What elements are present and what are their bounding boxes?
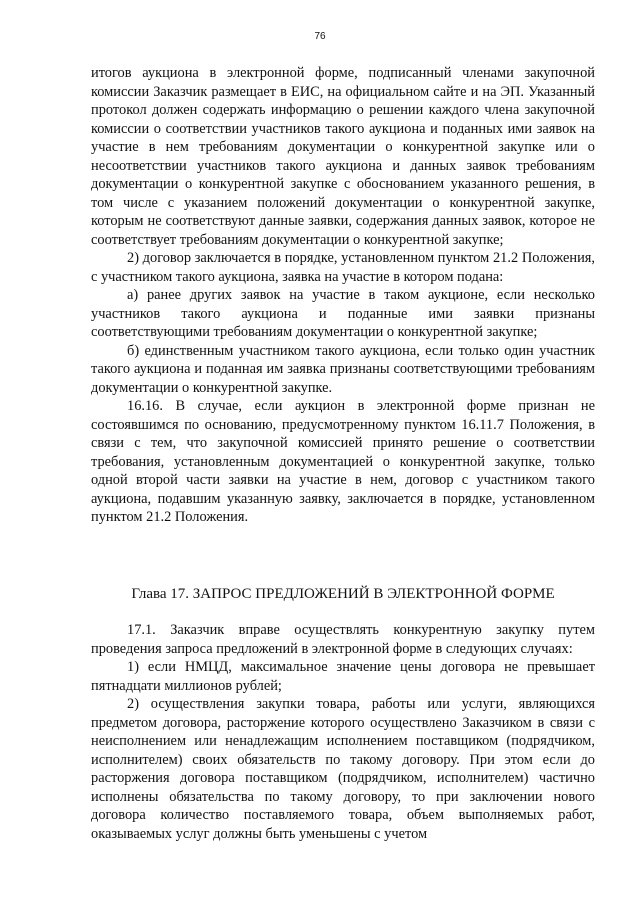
text-block-top — [91, 64, 595, 527]
paragraph: а) ранее других заявок на участие в таком аукционе, если несколько участников такого аукциона и поданные ими заявки признаны соответствующими требованиям документации о конкурентной закупке; — [91, 287, 595, 340]
text-block-bottom — [91, 621, 595, 843]
paragraph: 2) осуществления закупки товара, работы или услуги, являющихся предметом договора, расторжение которого осуществлено Заказчиком в связи с неисполнением или ненадлежащим исполнением поставщиком (подрядчиком, исполнителем) своих обязательств по такому договору. При этом если до расторжения договора поставщиком (подрядчиком, исполнителем) частично исполнены обязательства по такому договору, то при заключении нового договора количество поставляемого товара, объем выполняемых работ, оказываемых услуг должны быть уменьшены с учетом — [91, 696, 595, 842]
paragraph: итогов аукциона в электронной форме, подписанный членами закупочной комиссии Заказчик размещает в ЕИС, на официальном сайте и на ЭП. Указанный протокол должен содержать информацию о решении каждого члена закупочной комиссии о соответствии участников такого аукциона и поданных ими заявок на участие в нем требованиям документации о конкурентной закупке или о несоответствии участников такого аукциона и данных заявок требованиям документации о конкурентной закупке с обоснованием указанного решения, в том числе с указанием положений документации о конкурентной закупке, которым не соответствуют данные заявки, содержания данных заявок, которое не соответствует требованиям документации о конкурентной закупке; — [91, 65, 595, 248]
paragraph: 2) договор заключается в порядке, установленном пунктом 21.2 Положения, с участником такого аукциона, заявка на участие в котором подана: — [91, 250, 595, 285]
chapter-heading: Глава 17. ЗАПРОС ПРЕДЛОЖЕНИЙ В ЭЛЕКТРОННОЙ ФОРМЕ — [131, 586, 555, 602]
paragraph: 16.16. В случае, если аукцион в электронной форме признан не состоявшимся по основанию, предусмотренному пунктом 16.11.7 Положения, в связи с тем, что закупочной комиссией принято решение о соответствии требования, установленным документацией о конкурентной закупке, только одной второй части заявки на участие в нем, договор с участником такого аукциона, подавшим указанную заявку, заключается в порядке, установленном пунктом 21.2 Положения. — [91, 398, 595, 525]
paragraph: 1) если НМЦД, максимальное значение цены договора не превышает пятнадцати миллионов рублей; — [91, 659, 595, 694]
paragraph: 17.1. Заказчик вправе осуществлять конкурентную закупку путем проведения запроса предложений в электронной форме в следующих случаях: — [91, 622, 595, 657]
page-number: 76 — [314, 31, 326, 42]
paragraph: б) единственным участником такого аукциона, если только один участник такого аукциона и поданная им заявка признаны соответствующими требованиям документации о конкурентной закупке. — [91, 342, 595, 396]
